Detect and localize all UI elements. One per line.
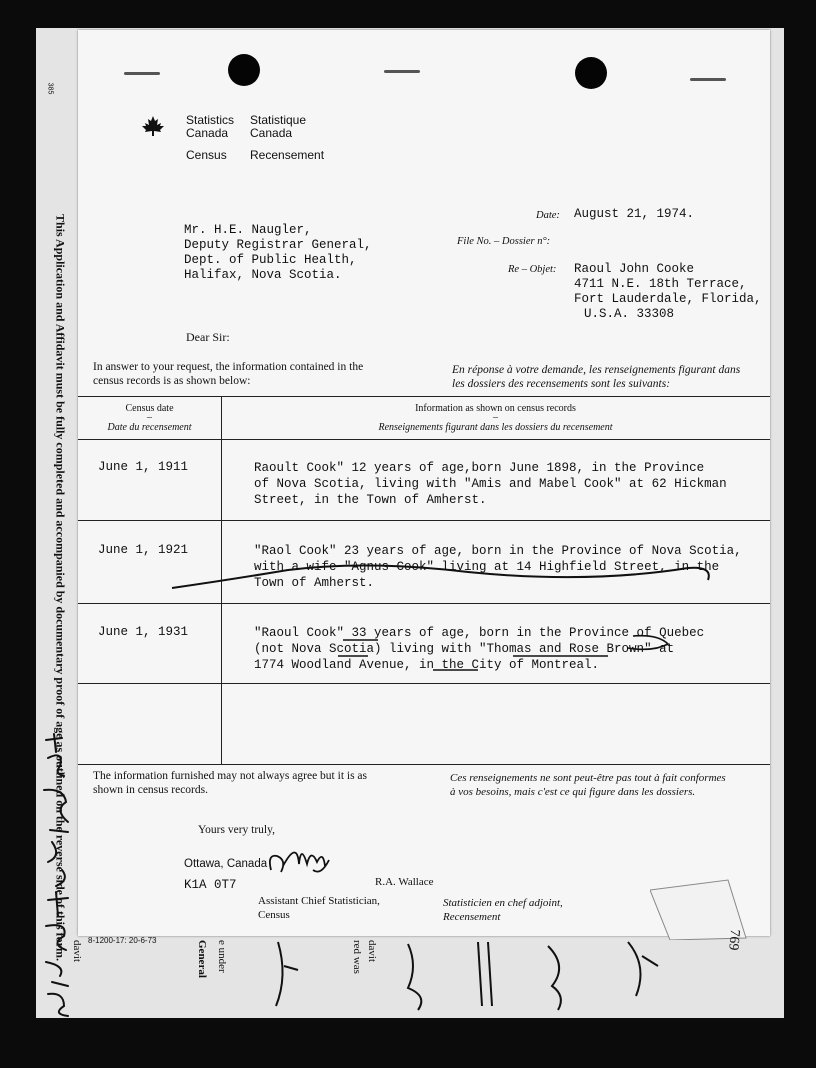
- date-label: Date:: [536, 210, 560, 221]
- re-subject: Raoul John Cooke 4711 N.E. 18th Terrace, Fort Lauderdale, Florida, U.S.A. 33308: [574, 262, 762, 321]
- form-code: 8-1200-17: 20-6-73: [88, 936, 157, 945]
- fragment-red-was: red was: [351, 940, 363, 974]
- agency-name-fr: Statistique Canada: [250, 113, 307, 140]
- fragment-davit-left: davit: [71, 940, 83, 962]
- date-value: August 21, 1974.: [574, 207, 695, 221]
- punch-hole-right: [575, 57, 607, 89]
- fragment-general: General: [196, 940, 208, 978]
- canada-flag-icon: [136, 115, 170, 137]
- table-header-rule: [78, 439, 770, 440]
- fragment-davit: davit: [366, 940, 378, 962]
- signatory-title-en: Assistant Chief Statistician, Census: [258, 895, 380, 921]
- row-1931-info: "Raoul Cook" 33 years of age, born in the Province of Quebec (not Nova Scotia) living with "Thomas and Rose Brown" at 1774 Woodland Avenue, in the City of Montreal.: [254, 626, 705, 672]
- row-1921-date: June 1, 1921: [98, 543, 189, 557]
- backing-form-fragments: [71, 936, 770, 1016]
- salutation: Dear Sir:: [186, 330, 230, 344]
- side-instruction-text: This Application and Affidavit must be fully completed and accompanied by documentary proof of age as outlined on the reverse side of this form.: [53, 214, 68, 961]
- table-top-rule: [78, 396, 770, 397]
- agency-name-en: Statistics Canada: [186, 113, 235, 140]
- col-header-info: Information as shown on census records – Renseignements figurant dans les dossiers du recensement: [378, 403, 613, 433]
- handwritten-strike-1921: [168, 550, 728, 610]
- intro-fr: En réponse à votre demande, les renseignements figurant dans les dossiers des recensements sont les suivants:: [452, 364, 741, 390]
- dept-en: Census: [186, 148, 227, 162]
- side-number: 385: [46, 82, 54, 95]
- staple-mark: [690, 78, 726, 81]
- recipient-address: Mr. H.E. Naugler, Deputy Registrar General, Dept. of Public Health, Halifax, Nova Scotia.: [184, 223, 372, 282]
- fragment-under: e under: [216, 940, 228, 973]
- punch-hole-left: [228, 54, 260, 86]
- intro-en: In answer to your request, the information contained in the census records is as shown below:: [93, 361, 364, 387]
- signatory-title-fr: Statisticien en chef adjoint, Recensement: [443, 897, 563, 923]
- table-row-rule: [78, 520, 770, 521]
- row-1911-date: June 1, 1911: [98, 460, 189, 474]
- closing-city: Ottawa, Canada: [184, 858, 268, 870]
- closing-yours: Yours very truly,: [198, 824, 275, 836]
- handwritten-underline-1931: [248, 626, 698, 676]
- col-header-date: Census date – Date du recensement: [107, 403, 192, 433]
- row-1911-info: Raoult Cook" 12 years of age,born June 1898, in the Province of Nova Scotia, living with "Amis and Mabel Cook" at 62 Hickman Street, in the Town of Amherst.: [254, 461, 727, 507]
- row-1921-info: "Raol Cook" 23 years of age, born in the Province of Nova Scotia, with a wife "Agnus Cook" living at 14 Highfield Street, in the Town of Amherst.: [254, 544, 742, 590]
- disclaimer-fr: Ces renseignements ne sont peut-être pas tout à fait conformes à vos besoins, mais c'est ce qui figure dans les dossiers.: [450, 772, 726, 798]
- file-label: File No. – Dossier n°:: [457, 236, 551, 247]
- handwriting-fragments: [268, 936, 748, 1014]
- table-row-rule: [78, 683, 770, 684]
- curled-corner: [650, 850, 750, 940]
- staple-mark: [384, 70, 420, 73]
- staple-mark: [124, 72, 160, 75]
- signatory-name: R.A. Wallace: [375, 876, 434, 888]
- table-bottom-rule: [78, 764, 770, 765]
- disclaimer-en: The information furnished may not always agree but it is as shown in census records.: [93, 770, 368, 796]
- row-1931-date: June 1, 1931: [98, 625, 189, 639]
- signature: [263, 830, 333, 882]
- re-label: Re – Objet:: [508, 264, 557, 275]
- dept-fr: Recensement: [250, 148, 325, 162]
- corner-number: 769: [725, 928, 742, 951]
- closing-postal: K1A 0T7: [184, 878, 237, 892]
